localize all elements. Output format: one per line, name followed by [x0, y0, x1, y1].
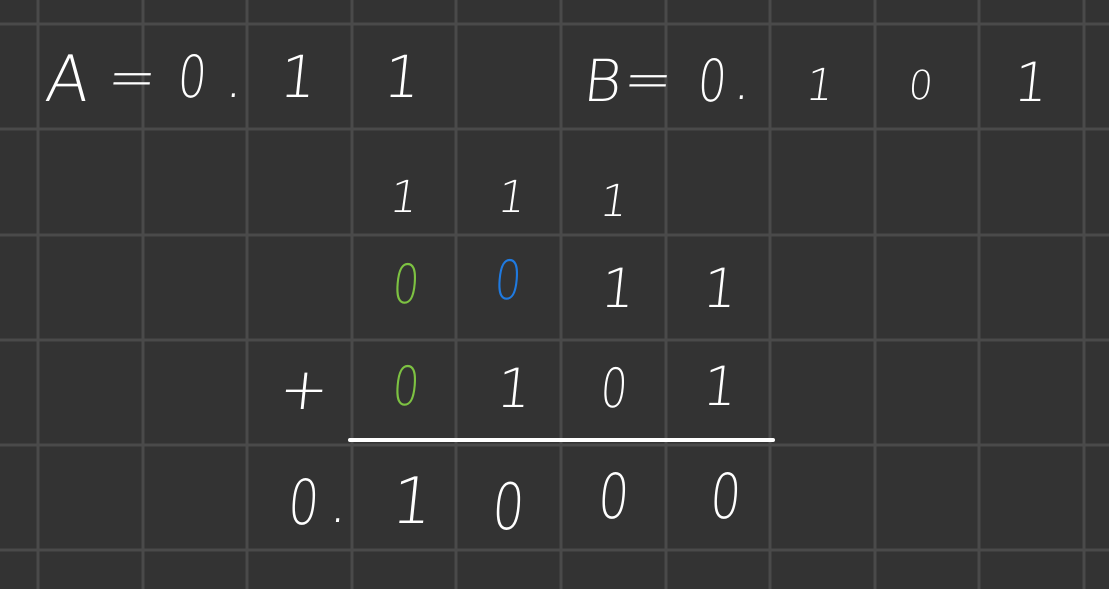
b-integer: 0 [695, 47, 730, 115]
a-integer: 0 [175, 43, 210, 111]
addend2-digit: 1 [699, 355, 741, 418]
result-digit: 0 [489, 471, 528, 545]
a-digit: 1 [380, 43, 425, 111]
carry-digit: 1 [596, 176, 632, 227]
carry-digit: 1 [494, 172, 530, 223]
result-digit: 1 [388, 465, 437, 539]
addend1-digit: 0 [492, 249, 525, 312]
b-digit: 0 [906, 63, 936, 109]
addend2-digit: 0 [598, 357, 631, 420]
carry-digit: 1 [386, 172, 422, 223]
a-digit: 1 [276, 43, 321, 111]
result-digit: 0 [707, 460, 745, 533]
b-equals: = [620, 45, 677, 113]
addend1-digit: 0 [390, 253, 423, 316]
sum-line [348, 438, 775, 442]
result-digit: 0 [595, 460, 633, 533]
result-integer: 0 [285, 466, 323, 539]
a-point: . [222, 43, 249, 111]
a-equals: = [104, 43, 161, 111]
addend2-digit: 0 [390, 355, 423, 418]
b-digit: 1 [1010, 51, 1052, 114]
b-digit: 1 [802, 60, 838, 111]
addend2-digit: 1 [493, 357, 535, 420]
a-label: A [42, 43, 94, 117]
addend1-digit: 1 [597, 257, 639, 320]
b-label: B [580, 47, 626, 115]
plus-operator: + [276, 355, 333, 423]
b-point: . [730, 45, 757, 113]
addend1-digit: 1 [699, 257, 741, 320]
result-point: . [326, 467, 353, 537]
